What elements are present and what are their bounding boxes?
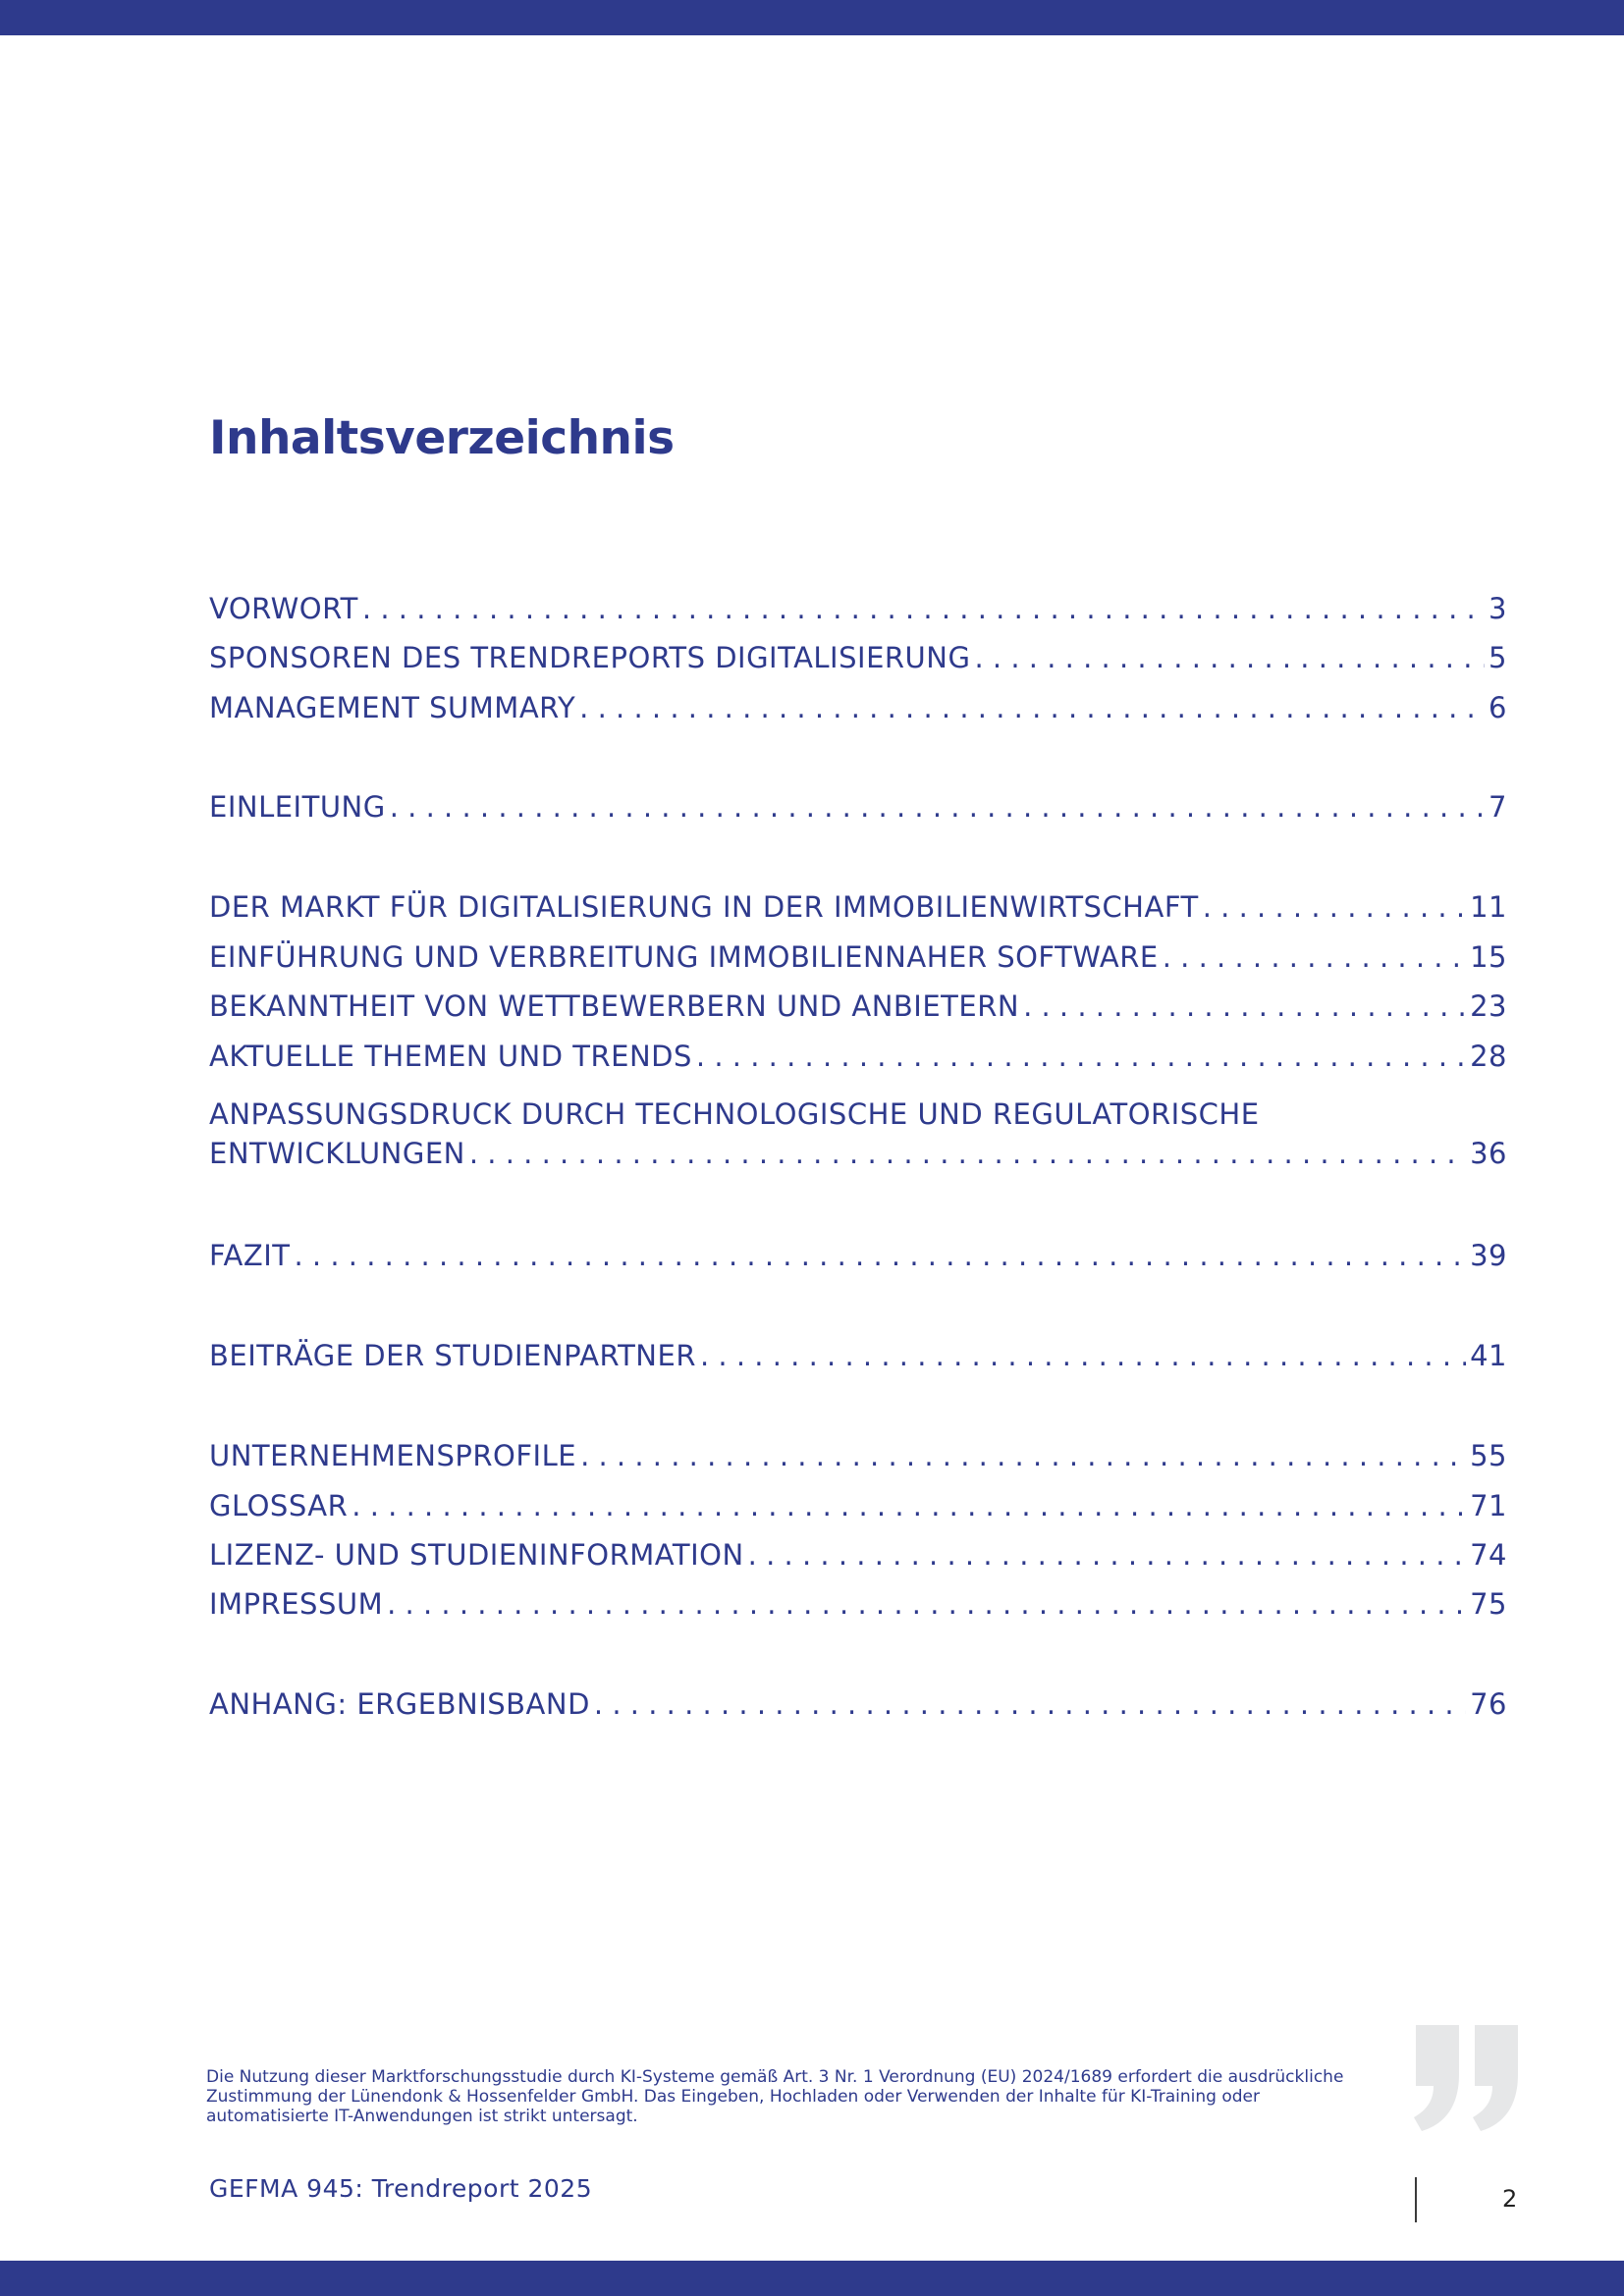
toc-dot-leader	[700, 1339, 1466, 1372]
footer-report-title: GEFMA 945: Trendreport 2025	[209, 2174, 593, 2203]
toc-entry-label-line2-row	[209, 1134, 1507, 1173]
toc-entry-label: EINLEITUNG	[209, 790, 386, 824]
toc-dot-leader	[696, 1040, 1466, 1073]
toc-entry-page: 76	[1470, 1687, 1507, 1721]
toc-dot-leader	[390, 790, 1485, 824]
toc-entry-label: LIZENZ- UND STUDIENINFORMATION	[209, 1538, 744, 1572]
toc-entry-page: 23	[1470, 989, 1507, 1023]
toc-dot-leader	[469, 1134, 1466, 1173]
bottom-brand-bar	[0, 2261, 1624, 2296]
toc-entry-page: 74	[1470, 1538, 1507, 1572]
toc-dot-leader	[580, 1439, 1466, 1472]
toc-entry-label: VORWORT	[209, 592, 358, 625]
toc-entry-page: 39	[1470, 1239, 1507, 1272]
toc-entry-page: 11	[1470, 890, 1507, 924]
top-brand-bar	[0, 0, 1624, 35]
toc-entry-label: EINFÜHRUNG UND VERBREITUNG IMMOBILIENNAHER SOFTWARE	[209, 940, 1159, 974]
toc-entry-vorwort[interactable]	[209, 592, 1507, 641]
toc-entry-sponsoren[interactable]	[209, 641, 1507, 690]
toc-entry-label: DER MARKT FÜR DIGITALISIERUNG IN DER IMMOBILIENWIRTSCHAFT	[209, 890, 1199, 924]
toc-entry-anpassungsdruck[interactable]	[209, 1095, 1507, 1173]
toc-entry-page: 5	[1489, 641, 1507, 674]
toc-entry-page: 28	[1470, 1040, 1507, 1073]
toc-entry-bekanntheit[interactable]	[209, 989, 1507, 1039]
toc-entry-fazit[interactable]	[209, 1239, 1507, 1288]
toc-entry-anhang[interactable]	[209, 1687, 1507, 1736]
toc-dot-leader	[1163, 940, 1466, 974]
toc-entry-page: 75	[1470, 1587, 1507, 1621]
toc-entry-label: IMPRESSUM	[209, 1587, 384, 1621]
toc-entry-label-line1: ANPASSUNGSDRUCK DURCH TECHNOLOGISCHE UND REGULATORISCHE	[209, 1097, 1260, 1131]
toc-entry-page: 71	[1470, 1489, 1507, 1522]
toc-entry-page: 55	[1470, 1439, 1507, 1472]
toc-entry-label: AKTUELLE THEMEN UND TRENDS	[209, 1040, 692, 1073]
toc-dot-leader	[295, 1239, 1467, 1272]
toc-entry-einleitung[interactable]	[209, 790, 1507, 839]
toc-entry-label: GLOSSAR	[209, 1489, 349, 1522]
toc-dot-leader	[974, 641, 1485, 674]
toc-entry-label-line2: ENTWICKLUNGEN	[209, 1137, 465, 1170]
toc-entry-unternehmensprofile[interactable]	[209, 1439, 1507, 1488]
toc-entry-management-summary[interactable]	[209, 691, 1507, 740]
toc-entry-einfuehrung[interactable]	[209, 940, 1507, 989]
toc-dot-leader	[1203, 890, 1466, 924]
closing-quote-icon	[1404, 2017, 1532, 2135]
page-number: 2	[1502, 2185, 1518, 2213]
toc-entry-label: MANAGEMENT SUMMARY	[209, 691, 576, 724]
toc-entry-glossar[interactable]	[209, 1489, 1507, 1538]
toc-entry-page: 15	[1470, 940, 1507, 974]
ai-usage-disclaimer: Die Nutzung dieser Marktforschungsstudie durch KI-Systeme gemäß Art. 3 Nr. 1 Verordnung (EU) 2024/1689 erfordert die ausdrückliche Zustimmung der Lünendonk & Hossenfelder GmbH. Das Eingeben, Hochladen oder Verwenden der Inhalte für KI-Training oder automatisierte IT-Anwendungen ist strikt untersagt.	[206, 2067, 1344, 2126]
toc-entry-page: 3	[1489, 592, 1507, 625]
footer-divider	[1415, 2177, 1417, 2222]
toc-entry-page: 36	[1470, 1137, 1507, 1170]
page-title: Inhaltsverzeichnis	[209, 411, 675, 465]
toc-entry-themen-trends[interactable]	[209, 1040, 1507, 1089]
toc-entry-label: UNTERNEHMENSPROFILE	[209, 1439, 577, 1472]
toc-entry-beitraege[interactable]	[209, 1339, 1507, 1388]
toc-entry-lizenz[interactable]	[209, 1538, 1507, 1587]
toc-dot-leader	[1023, 989, 1466, 1023]
toc-entry-page: 41	[1470, 1339, 1507, 1372]
toc-entry-label: BEKANNTHEIT VON WETTBEWERBERN UND ANBIETERN	[209, 989, 1020, 1023]
toc-entry-label: BEITRÄGE DER STUDIENPARTNER	[209, 1339, 696, 1372]
toc-dot-leader	[352, 1489, 1466, 1522]
toc-entry-page: 6	[1489, 691, 1507, 724]
toc-dot-leader	[579, 691, 1485, 724]
toc-entry-label: FAZIT	[209, 1239, 291, 1272]
toc-entry-label: SPONSOREN DES TRENDREPORTS DIGITALISIERUNG	[209, 641, 971, 674]
toc-dot-leader	[387, 1587, 1466, 1621]
toc-entry-label: ANHANG: ERGEBNISBAND	[209, 1687, 590, 1721]
toc-entry-markt[interactable]	[209, 890, 1507, 939]
toc-dot-leader	[748, 1538, 1466, 1572]
toc-dot-leader	[362, 592, 1485, 625]
toc-entry-page: 7	[1489, 790, 1507, 824]
toc-dot-leader	[594, 1687, 1466, 1721]
toc-entry-impressum[interactable]	[209, 1587, 1507, 1636]
